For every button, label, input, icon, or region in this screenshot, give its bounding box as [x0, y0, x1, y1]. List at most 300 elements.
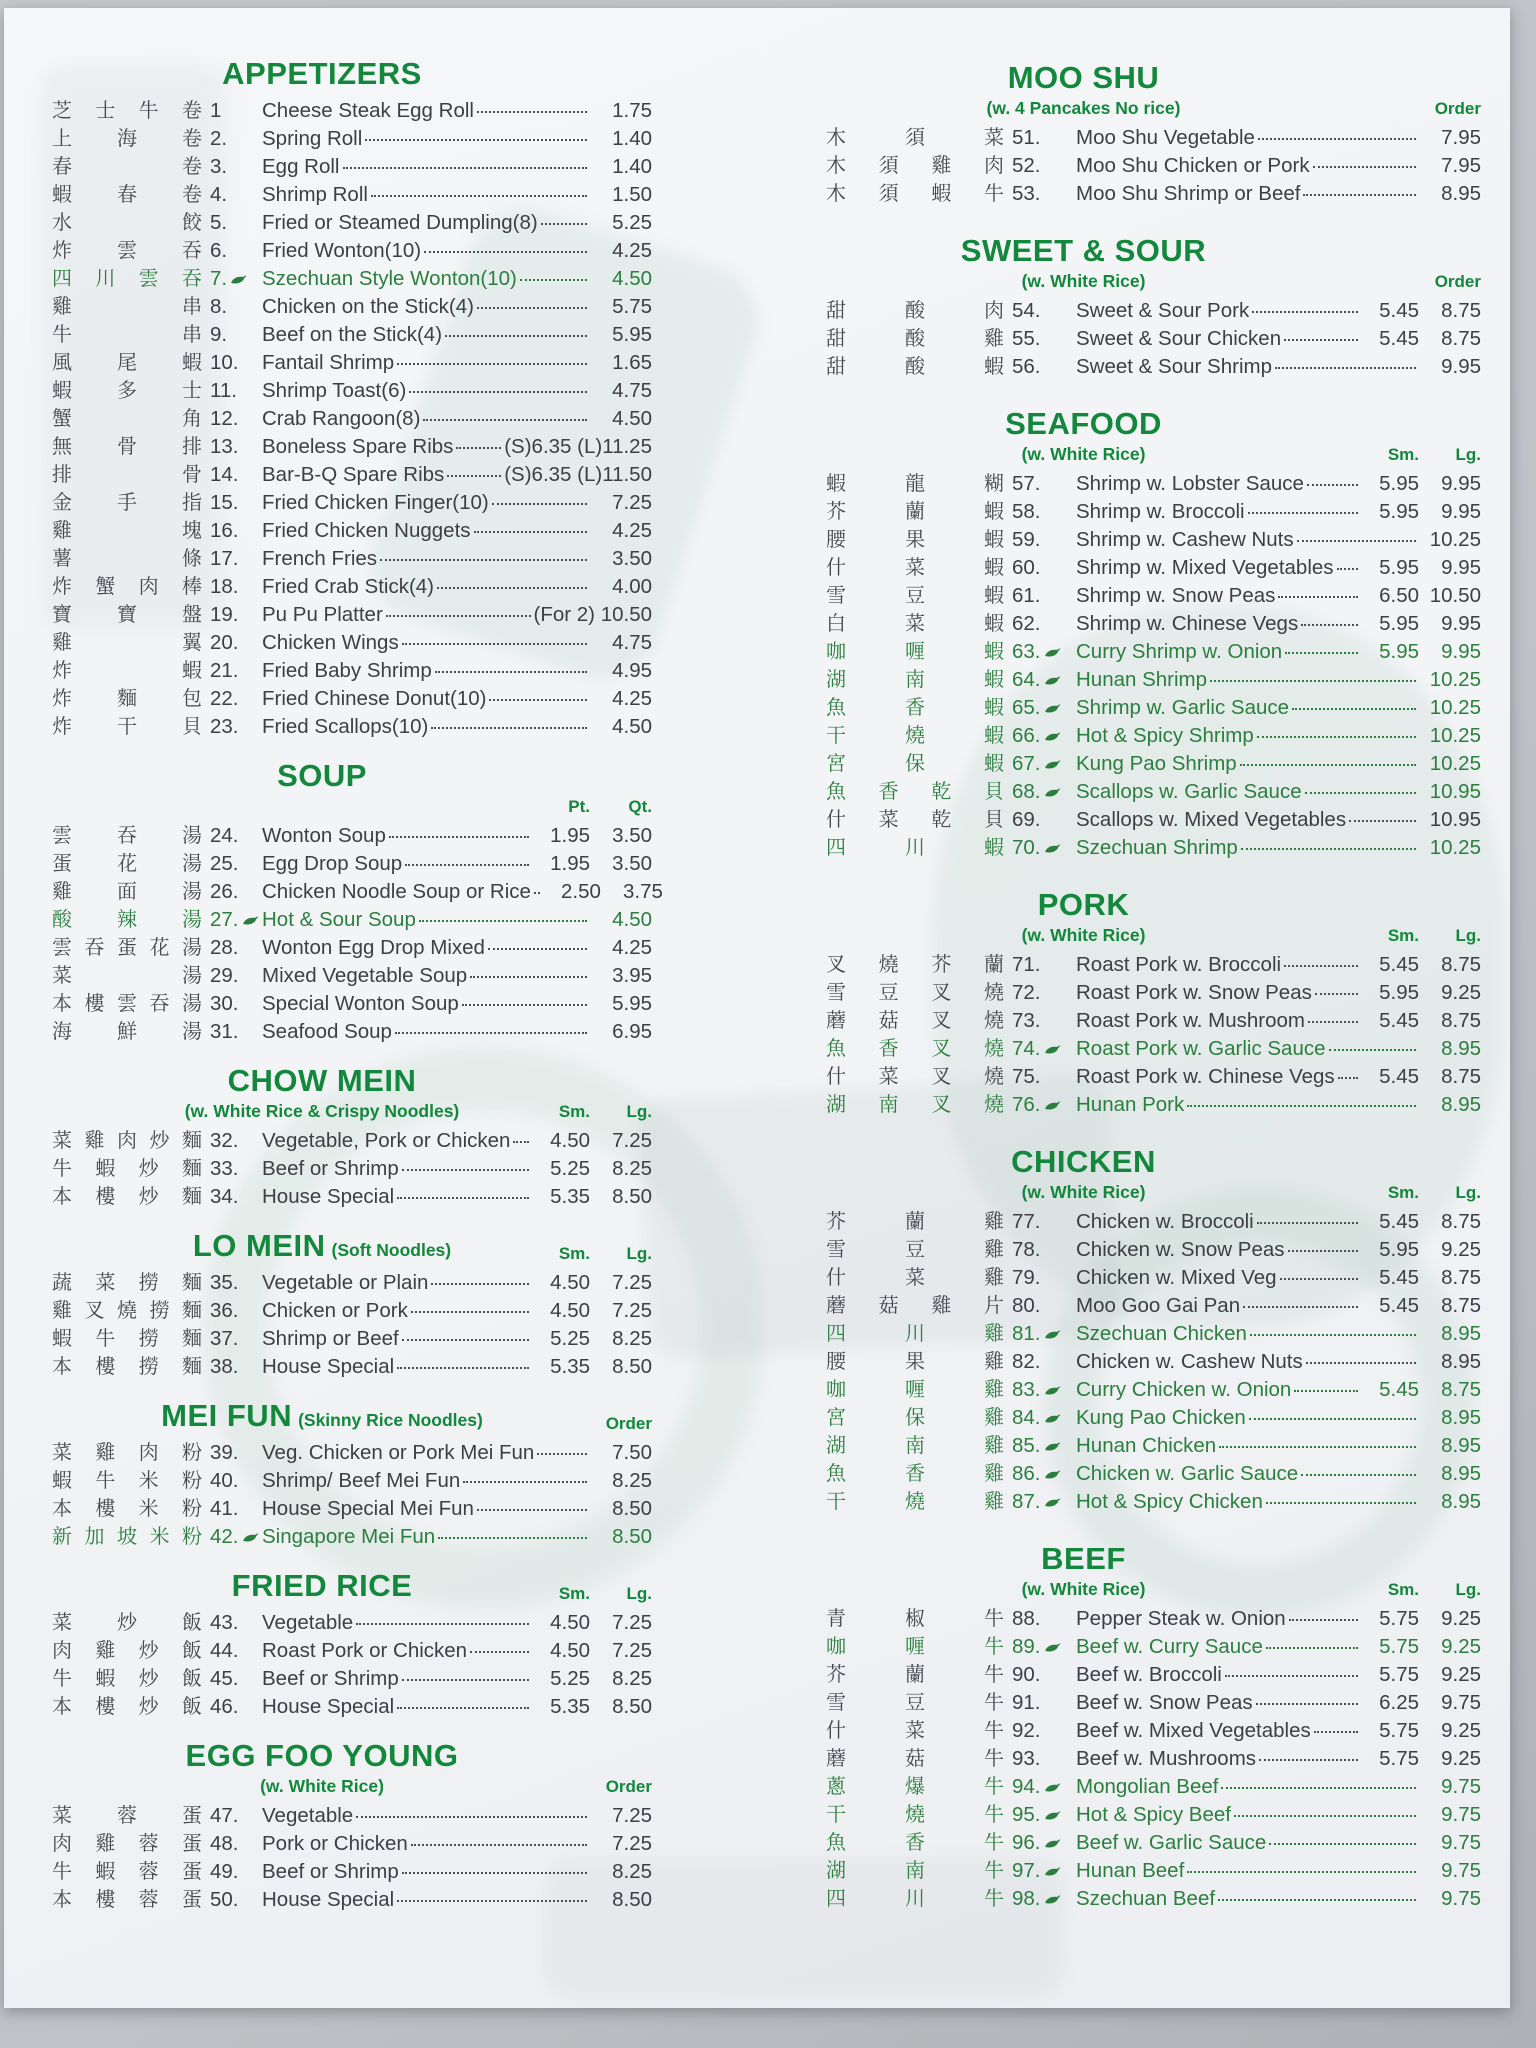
- menu-item: [826, 1485, 1481, 1513]
- item-chinese-name: [52, 1152, 202, 1181]
- item-number: [202, 99, 262, 123]
- item-number: [1004, 696, 1076, 720]
- dotted-leader: [534, 892, 540, 894]
- item-number-text: 78.: [1012, 1238, 1041, 1261]
- dotted-leader: [474, 531, 587, 533]
- menu-item: [826, 1233, 1481, 1261]
- chinese-character: 咖: [826, 641, 846, 663]
- price-column-headers: [532, 1244, 652, 1264]
- item-name: Szechuan Chicken: [1076, 1322, 1247, 1345]
- item-price-large: 9.95: [1441, 612, 1481, 635]
- menu-item: [52, 1124, 652, 1152]
- chinese-character: 雞: [52, 1300, 72, 1322]
- item-number-text: 59.: [1012, 528, 1041, 551]
- item-price-large: 10.25: [1429, 668, 1481, 691]
- item-price-large: 4.25: [612, 936, 652, 959]
- item-price-large: 4.50: [612, 715, 652, 738]
- chinese-character: 蛋: [117, 937, 137, 959]
- chinese-character: 雲: [52, 825, 72, 847]
- item-number-text: 89.: [1012, 1635, 1041, 1658]
- chinese-character: 菜: [905, 1720, 925, 1742]
- chinese-character: 甜: [826, 356, 846, 378]
- chinese-character: 雞: [52, 632, 72, 654]
- item-chinese-name: [826, 294, 1004, 323]
- item-chinese-name: [52, 570, 202, 599]
- menu-item: [52, 290, 652, 318]
- item-number-text: 32.: [210, 1129, 239, 1152]
- dotted-leader: [1284, 339, 1358, 341]
- chinese-character: 香: [878, 1038, 899, 1060]
- menu-column-1: [52, 54, 663, 1911]
- dotted-leader: [411, 1311, 529, 1313]
- item-name: Shrimp Toast(6): [262, 379, 407, 402]
- menu-item: [826, 1429, 1481, 1457]
- chinese-character: 牛: [984, 1860, 1004, 1882]
- chili-pepper-icon: [1044, 1497, 1062, 1508]
- item-chinese-name: [52, 402, 202, 431]
- item-number: [1004, 1719, 1076, 1743]
- item-number: [202, 1299, 262, 1323]
- chinese-character: 貝: [983, 781, 1004, 803]
- section-title: CHICKEN: [1011, 1144, 1156, 1179]
- dotted-leader: [435, 671, 587, 673]
- dotted-leader: [1241, 848, 1416, 850]
- item-price-large: 9.75: [1441, 1831, 1481, 1854]
- item-name: Chicken on the Stick(4): [262, 295, 474, 318]
- chinese-character: 酸: [905, 328, 925, 350]
- dotted-leader: [1234, 1815, 1416, 1817]
- item-chinese-name: [826, 663, 1004, 692]
- item-price-large: 8.75: [1441, 1294, 1481, 1317]
- item-name: Hunan Shrimp: [1076, 668, 1208, 691]
- chinese-character: 牛: [984, 1748, 1004, 1770]
- item-number: [1004, 472, 1076, 496]
- chili-pepper-icon: [1044, 1642, 1062, 1653]
- dotted-leader: [397, 1707, 529, 1709]
- item-number-text: 80.: [1012, 1294, 1041, 1317]
- menu-item: [826, 719, 1481, 747]
- item-number-text: 53.: [1012, 182, 1041, 205]
- item-number-text: 52.: [1012, 154, 1041, 177]
- item-price-large: 8.25: [612, 1667, 652, 1690]
- section-title: BEEF: [1041, 1541, 1126, 1576]
- dotted-leader: [419, 920, 587, 922]
- dotted-leader: [356, 1623, 529, 1625]
- chinese-character: 魚: [826, 1832, 846, 1854]
- item-price-large: (For 2) 10.50: [533, 603, 652, 626]
- item-number-text: 35.: [210, 1271, 239, 1294]
- menu-item: [826, 1630, 1481, 1658]
- section-title: SWEET & SOUR: [960, 233, 1207, 268]
- dotted-leader: [1314, 1731, 1358, 1733]
- item-name: Szechuan Shrimp: [1076, 836, 1238, 859]
- dotted-leader: [1329, 1049, 1416, 1051]
- price-column-label: Order: [1434, 99, 1481, 118]
- item-price-large: 7.25: [612, 1639, 652, 1662]
- item-chinese-name: [52, 1015, 202, 1044]
- item-price-large: 9.25: [1441, 1607, 1481, 1630]
- section-subtitle-row: [826, 925, 1481, 948]
- chinese-character: 吞: [149, 993, 170, 1015]
- chinese-character: 金: [52, 492, 72, 514]
- item-price-large: 8.95: [1441, 1037, 1481, 1060]
- item-chinese-name: [826, 1826, 1004, 1855]
- price-column-label: Lg.: [1455, 1580, 1481, 1599]
- chili-pepper-icon: [1044, 759, 1062, 770]
- item-price-large: 1.65: [612, 351, 652, 374]
- item-chinese-name: [826, 1233, 1004, 1262]
- chinese-character: 蛋: [181, 1833, 202, 1855]
- chinese-character: 菜: [52, 1805, 72, 1827]
- chinese-character: 盤: [182, 604, 202, 626]
- item-number: [1004, 556, 1076, 580]
- item-number: [202, 1695, 262, 1719]
- chili-pepper-icon: [1044, 1385, 1062, 1396]
- section-title-wrap: [826, 231, 1481, 271]
- dotted-leader: [1278, 596, 1358, 598]
- item-price-small: 4.50: [550, 1271, 590, 1294]
- item-name: Egg Drop Soup: [262, 852, 403, 875]
- item-price-large: 5.95: [612, 323, 652, 346]
- item-number: [202, 491, 262, 515]
- section-subtitle: (w. White Rice): [260, 1776, 384, 1796]
- item-number-text: 36.: [210, 1299, 239, 1322]
- chinese-character: 菜: [905, 613, 925, 635]
- price-column-label: Lg.: [1455, 926, 1481, 945]
- item-name: Beef w. Snow Peas: [1076, 1691, 1253, 1714]
- dotted-leader: [541, 223, 587, 225]
- chinese-character: 麵: [181, 1328, 202, 1350]
- chinese-character: 麵: [182, 1130, 202, 1152]
- menu-item: [826, 551, 1481, 579]
- item-price-small: 5.45: [1379, 1210, 1419, 1233]
- item-chinese-name: [52, 514, 202, 543]
- dotted-leader: [488, 948, 587, 950]
- item-number-text: 49.: [210, 1860, 239, 1883]
- chili-pepper-icon: [1044, 731, 1062, 742]
- price-column-label: Sm.: [1387, 926, 1419, 945]
- item-number-text: 91.: [1012, 1691, 1041, 1714]
- chinese-character: 芥: [826, 501, 846, 523]
- item-name: Pu Pu Platter: [262, 603, 383, 626]
- dotted-leader: [1250, 1334, 1416, 1336]
- price-column-label: Sm.: [558, 1244, 590, 1263]
- chinese-character: 牛: [95, 1328, 116, 1350]
- menu-item: [826, 523, 1481, 551]
- section-appetizers: [52, 54, 652, 738]
- dotted-leader: [356, 1816, 587, 1818]
- dotted-leader: [1266, 1502, 1416, 1504]
- menu-item: [826, 635, 1481, 663]
- dotted-leader: [1187, 1871, 1416, 1873]
- item-number-text: 64.: [1012, 668, 1041, 691]
- item-price-large: 9.75: [1441, 1803, 1481, 1826]
- item-number-text: 87.: [1012, 1490, 1041, 1513]
- item-number-text: 88.: [1012, 1607, 1041, 1630]
- chinese-character: 燒: [983, 1066, 1004, 1088]
- menu-item: [826, 1854, 1481, 1882]
- item-chinese-name: [52, 206, 202, 235]
- item-price-large: 10.25: [1429, 528, 1481, 551]
- item-chinese-name: [826, 1770, 1004, 1799]
- item-number-text: 38.: [210, 1355, 239, 1378]
- chinese-character: 木: [826, 127, 846, 149]
- item-price-small: 5.45: [1379, 1065, 1419, 1088]
- item-price-large: 8.95: [1441, 1462, 1481, 1485]
- menu-item: [826, 1770, 1481, 1798]
- item-chinese-name: [52, 931, 202, 960]
- item-number-text: 73.: [1012, 1009, 1041, 1032]
- chinese-character: 豆: [905, 1239, 925, 1261]
- item-price-large: 7.25: [612, 1832, 652, 1855]
- chinese-character: 川: [905, 1888, 925, 1910]
- chinese-character: 牛: [983, 183, 1004, 205]
- item-price-small: 5.25: [550, 1327, 590, 1350]
- chinese-character: 腰: [826, 529, 846, 551]
- chili-pepper-icon: [1044, 1100, 1062, 1111]
- chinese-character: 雞: [984, 1379, 1004, 1401]
- price-column-headers: [590, 1414, 652, 1434]
- dotted-leader: [423, 419, 587, 421]
- menu-item: [826, 1742, 1481, 1770]
- item-name: Scallops w. Garlic Sauce: [1076, 780, 1302, 803]
- item-name: Sweet & Sour Pork: [1076, 299, 1250, 322]
- section-title: APPETIZERS: [222, 56, 422, 91]
- chinese-character: 雞: [984, 1267, 1004, 1289]
- item-name: Fried Scallops(10): [262, 715, 429, 738]
- item-number-text: 1: [210, 99, 222, 122]
- item-price-small: 4.50: [550, 1639, 590, 1662]
- item-chinese-name: [52, 1520, 202, 1549]
- item-number-text: 93.: [1012, 1747, 1041, 1770]
- item-chinese-name: [826, 976, 1004, 1005]
- chinese-character: 南: [878, 1094, 899, 1116]
- item-name: Moo Shu Vegetable: [1076, 126, 1255, 149]
- item-number: [1004, 612, 1076, 636]
- item-price-large: 4.50: [612, 267, 652, 290]
- item-chinese-name: [52, 262, 202, 291]
- chinese-character: 魚: [826, 1463, 846, 1485]
- chinese-character: 飯: [181, 1696, 202, 1718]
- item-chinese-name: [826, 691, 1004, 720]
- chinese-character: 雲: [138, 268, 159, 290]
- section-header: [52, 756, 652, 796]
- item-number: [202, 435, 262, 459]
- item-number-text: 46.: [210, 1695, 239, 1718]
- chinese-character: 麵: [181, 1272, 202, 1294]
- item-chinese-name: [826, 1205, 1004, 1234]
- item-number-text: 69.: [1012, 808, 1041, 831]
- chinese-character: 菜: [984, 127, 1004, 149]
- item-number: [202, 239, 262, 263]
- chinese-character: 麵: [181, 1186, 202, 1208]
- item-number: [202, 824, 262, 848]
- chinese-character: 四: [826, 1323, 846, 1345]
- dotted-leader: [371, 195, 587, 197]
- chinese-character: 雪: [826, 1239, 846, 1261]
- item-number-text: 81.: [1012, 1322, 1041, 1345]
- chinese-character: 蝦: [984, 613, 1004, 635]
- menu-item: [52, 1350, 652, 1378]
- item-name: House Special: [262, 1185, 395, 1208]
- item-name: Shrimp w. Lobster Sauce: [1076, 472, 1304, 495]
- chinese-character: 四: [826, 1888, 846, 1910]
- chinese-character: 蛋: [52, 853, 72, 875]
- menu-item: [826, 607, 1481, 635]
- item-price-large: (S)6.35 (L)11.25: [504, 435, 652, 458]
- item-price-large: 9.25: [1441, 1635, 1481, 1658]
- dotted-leader: [1285, 652, 1358, 654]
- chinese-character: 本: [52, 1498, 72, 1520]
- menu-item: [52, 430, 652, 458]
- item-number: [202, 1441, 262, 1465]
- chinese-character: 燒: [983, 1038, 1004, 1060]
- menu-item: [826, 1714, 1481, 1742]
- item-number-text: 21.: [210, 659, 239, 682]
- item-number: [202, 323, 262, 347]
- chinese-character: 香: [878, 781, 899, 803]
- menu-item: [52, 710, 652, 738]
- chinese-character: 樓: [95, 1696, 116, 1718]
- chinese-character: 香: [905, 697, 925, 719]
- price-column-label: Qt.: [628, 797, 652, 816]
- chili-pepper-icon: [1044, 1838, 1062, 1849]
- dotted-leader: [1257, 1222, 1358, 1224]
- section-beef: [826, 1539, 1481, 1910]
- item-name: Sweet & Sour Shrimp: [1076, 355, 1272, 378]
- item-chinese-name: [52, 458, 202, 487]
- menu-item: [826, 579, 1481, 607]
- item-chinese-name: [826, 1630, 1004, 1659]
- chinese-character: 粉: [182, 1526, 202, 1548]
- item-name: Singapore Mei Fun: [262, 1525, 436, 1548]
- chinese-character: 雞: [984, 1407, 1004, 1429]
- chinese-character: 新: [52, 1526, 72, 1548]
- item-number-text: 72.: [1012, 981, 1041, 1004]
- menu-item: [826, 775, 1481, 803]
- chinese-character: 川: [905, 837, 925, 859]
- chinese-character: 蝦: [52, 380, 72, 402]
- item-name: Wonton Soup: [262, 824, 386, 847]
- item-price-small: 5.75: [1379, 1607, 1419, 1630]
- chinese-character: 炸: [52, 716, 72, 738]
- chinese-character: 面: [117, 881, 137, 903]
- item-chinese-name: [826, 831, 1004, 860]
- item-number-text: 29.: [210, 964, 239, 987]
- menu-item: [826, 1289, 1481, 1317]
- item-number: [1004, 299, 1076, 323]
- chinese-character: 菜: [52, 1442, 72, 1464]
- subtitle-wrap: [52, 1776, 652, 1797]
- chinese-character: 加: [84, 1526, 105, 1548]
- dotted-leader: [470, 976, 587, 978]
- menu-item: [826, 1798, 1481, 1826]
- price-column-label: Lg.: [626, 1584, 652, 1603]
- item-chinese-name: [52, 542, 202, 571]
- item-number: [202, 1804, 262, 1828]
- item-name: Beef w. Garlic Sauce: [1076, 1831, 1267, 1854]
- item-price-small: 5.75: [1379, 1635, 1419, 1658]
- item-price-small: 5.35: [550, 1355, 590, 1378]
- chinese-character: 角: [182, 408, 202, 430]
- menu-item: [52, 234, 652, 262]
- item-price-large: 9.95: [1441, 500, 1481, 523]
- section-egg-foo-young: [52, 1736, 652, 1911]
- item-chinese-name: [52, 290, 202, 319]
- chinese-character: 排: [52, 464, 72, 486]
- chili-pepper-icon: [1044, 1441, 1062, 1452]
- chinese-character: 餃: [182, 212, 202, 234]
- dotted-leader: [477, 307, 587, 309]
- chinese-character: 麵: [182, 1300, 202, 1322]
- item-number: [202, 880, 262, 904]
- item-number: [1004, 584, 1076, 608]
- item-name: Shrimp w. Chinese Vegs: [1076, 612, 1299, 635]
- item-chinese-name: [52, 1799, 202, 1828]
- section-title: CHOW MEIN: [227, 1063, 417, 1098]
- item-price-small: 5.75: [1379, 1719, 1419, 1742]
- item-chinese-name: [52, 598, 202, 627]
- chinese-character: 炸: [52, 576, 72, 598]
- chinese-character: 香: [905, 1463, 925, 1485]
- chinese-character: 春: [117, 184, 137, 206]
- item-price-large: 8.25: [612, 1157, 652, 1180]
- dotted-leader: [411, 1844, 587, 1846]
- menu-item: [826, 831, 1481, 859]
- chinese-character: 湯: [182, 937, 202, 959]
- item-number: [1004, 724, 1076, 748]
- dotted-leader: [1249, 1418, 1416, 1420]
- item-number-text: 8.: [210, 295, 228, 318]
- item-price-large: 10.95: [1429, 808, 1481, 831]
- price-header-row: [52, 796, 652, 819]
- item-chinese-name: [826, 607, 1004, 636]
- item-price-large: 8.50: [612, 1185, 652, 1208]
- chinese-character: 本: [52, 1186, 72, 1208]
- chinese-character: 炒: [138, 1640, 159, 1662]
- item-chinese-name: [826, 1742, 1004, 1771]
- chinese-character: 蝦: [984, 356, 1004, 378]
- item-name: Shrimp w. Cashew Nuts: [1076, 528, 1294, 551]
- menu-item: [826, 1602, 1481, 1630]
- item-name: Chicken Wings: [262, 631, 399, 654]
- chinese-character: 樓: [95, 1889, 116, 1911]
- item-name: Roast Pork w. Chinese Vegs: [1076, 1065, 1335, 1088]
- dotted-leader: [1257, 736, 1416, 738]
- chili-pepper-icon: [1044, 787, 1062, 798]
- dotted-leader: [1292, 708, 1416, 710]
- chinese-character: 干: [117, 716, 137, 738]
- item-chinese-name: [826, 1004, 1004, 1033]
- chinese-character: 雞: [95, 1442, 116, 1464]
- item-price-small: 5.45: [1379, 953, 1419, 976]
- chinese-character: 棒: [181, 576, 202, 598]
- chinese-character: 魚: [826, 697, 846, 719]
- item-number-text: 47.: [210, 1804, 239, 1827]
- chinese-character: 雞: [84, 1130, 105, 1152]
- item-chinese-name: [52, 374, 202, 403]
- chinese-character: 須: [878, 183, 899, 205]
- item-number: [202, 1355, 262, 1379]
- item-name: Roast Pork w. Garlic Sauce: [1076, 1037, 1326, 1060]
- item-number-text: 92.: [1012, 1719, 1041, 1742]
- item-price-large: 8.75: [1441, 1065, 1481, 1088]
- price-column-label: Pt.: [568, 797, 590, 816]
- item-number: [202, 659, 262, 683]
- item-price-large: 1.40: [612, 155, 652, 178]
- chinese-character: 果: [905, 529, 925, 551]
- chinese-character: 叉: [931, 982, 952, 1004]
